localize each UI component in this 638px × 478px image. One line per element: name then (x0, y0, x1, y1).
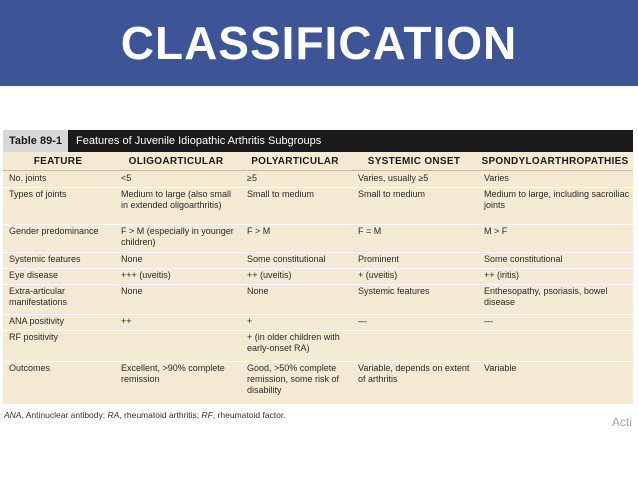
cell-no-joints-polyarticular: ≥5 (247, 173, 257, 183)
cell-no-joints-systemic-onset: Varies, usually ≥5 (358, 173, 429, 183)
cell-gender-predominance-spondyloarthropathies: M > F (484, 226, 508, 236)
cell-gender-predominance-polyarticular: F > M (247, 226, 271, 236)
cell-outcomes-polyarticular: Good, >50% complete remission, some risk of disability (247, 363, 340, 395)
table-footnote (4, 410, 286, 420)
column-header-oligoarticular: OLIGOARTICULAR (128, 155, 224, 167)
footnote-abbr-ana: ANA (4, 410, 22, 420)
cell-ana-positivity-systemic-onset: — (358, 316, 367, 326)
cell-systemic-features-spondyloarthropathies: Some constitutional (484, 254, 563, 264)
footnote-abbr-rf: RF (201, 410, 213, 420)
cell-extra-articular-systemic-onset: Systemic features (358, 286, 430, 296)
cell-eye-disease-feature: Eye disease (9, 270, 59, 280)
cell-systemic-features-feature: Systemic features (9, 254, 81, 264)
cell-gender-predominance-systemic-onset: F = M (358, 226, 382, 236)
row-divider (3, 252, 633, 253)
watermark-text: Acti (612, 415, 633, 429)
footnote-text-rf: , rheumatoid factor. (212, 410, 286, 420)
cell-no-joints-oligoarticular: <5 (121, 173, 132, 183)
table-caption: Features of Juvenile Idiopathic Arthritis Subgroups (76, 135, 322, 147)
cell-ana-positivity-feature: ANA positivity (9, 316, 65, 326)
table-header-bar (3, 130, 633, 152)
cell-no-joints-spondyloarthropathies: Varies (484, 173, 509, 183)
cell-outcomes-systemic-onset: Variable, depends on extent of arthritis (358, 363, 470, 384)
cell-types-of-joints-oligoarticular: Medium to large (also small in extended oligoarthritis) (121, 189, 232, 210)
cell-types-of-joints-systemic-onset: Small to medium (358, 189, 426, 199)
cell-systemic-features-polyarticular: Some constitutional (247, 254, 326, 264)
cell-eye-disease-polyarticular: ++ (uveitis) (247, 270, 292, 280)
table-number: Table 89-1 (3, 130, 68, 152)
cell-outcomes-oligoarticular: Excellent, >90% complete remission (121, 363, 225, 384)
cell-gender-predominance-oligoarticular: F > M (especially in younger children) (121, 226, 234, 247)
header-divider (3, 170, 633, 171)
cell-eye-disease-systemic-onset: + (uveitis) (358, 270, 398, 280)
row-divider (3, 361, 633, 362)
title-banner (0, 0, 638, 86)
row-divider (3, 187, 633, 188)
footnote-text-ra: , rheumatoid arthritis; (119, 410, 202, 420)
cell-no-joints-feature: No. joints (9, 173, 47, 183)
cell-types-of-joints-polyarticular: Small to medium (247, 189, 315, 199)
column-header-systemic-onset: SYSTEMIC ONSET (367, 155, 461, 167)
row-divider (3, 268, 633, 269)
footnote-text-ana: , Antinuclear antibody; (21, 410, 108, 420)
cell-systemic-features-systemic-onset: Prominent (358, 254, 400, 264)
cell-outcomes-spondyloarthropathies: Variable (484, 363, 517, 373)
row-divider (3, 284, 633, 285)
cell-systemic-features-oligoarticular: None (121, 254, 143, 264)
cell-ana-positivity-polyarticular: + (247, 316, 253, 326)
page-title: CLASSIFICATION (120, 17, 518, 69)
cell-extra-articular-feature: Extra-articular manifestations (9, 286, 68, 307)
row-divider (3, 330, 633, 331)
cell-extra-articular-oligoarticular: None (121, 286, 143, 296)
cell-gender-predominance-feature: Gender predominance (9, 226, 99, 236)
table-body (3, 152, 633, 404)
cell-extra-articular-polyarticular: None (247, 286, 269, 296)
column-header-spondyloarthropathies: SPONDYLOARTHROPATHIES (481, 155, 629, 167)
column-header-polyarticular: POLYARTICULAR (251, 155, 339, 167)
cell-extra-articular-spondyloarthropathies: Enthesopathy, psoriasis, bowel disease (484, 286, 608, 307)
cell-rf-positivity-feature: RF positivity (9, 332, 59, 342)
cell-ana-positivity-spondyloarthropathies: — (484, 316, 493, 326)
column-header-feature: FEATURE (33, 155, 83, 167)
cell-outcomes-feature: Outcomes (9, 363, 51, 373)
cell-eye-disease-oligoarticular: +++ (uveitis) (121, 270, 171, 280)
cell-eye-disease-spondyloarthropathies: ++ (iritis) (484, 270, 520, 280)
features-table (3, 130, 633, 404)
cell-rf-positivity-polyarticular: + (in older children with early-onset RA) (247, 332, 340, 353)
row-divider (3, 224, 633, 225)
cell-ana-positivity-oligoarticular: ++ (121, 316, 132, 326)
footnote-abbr-ra: RA (107, 410, 120, 420)
cell-types-of-joints-feature: Types of joints (9, 189, 67, 199)
row-divider (3, 314, 633, 315)
cell-types-of-joints-spondyloarthropathies: Medium to large, including sacroiliac joints (484, 189, 630, 210)
